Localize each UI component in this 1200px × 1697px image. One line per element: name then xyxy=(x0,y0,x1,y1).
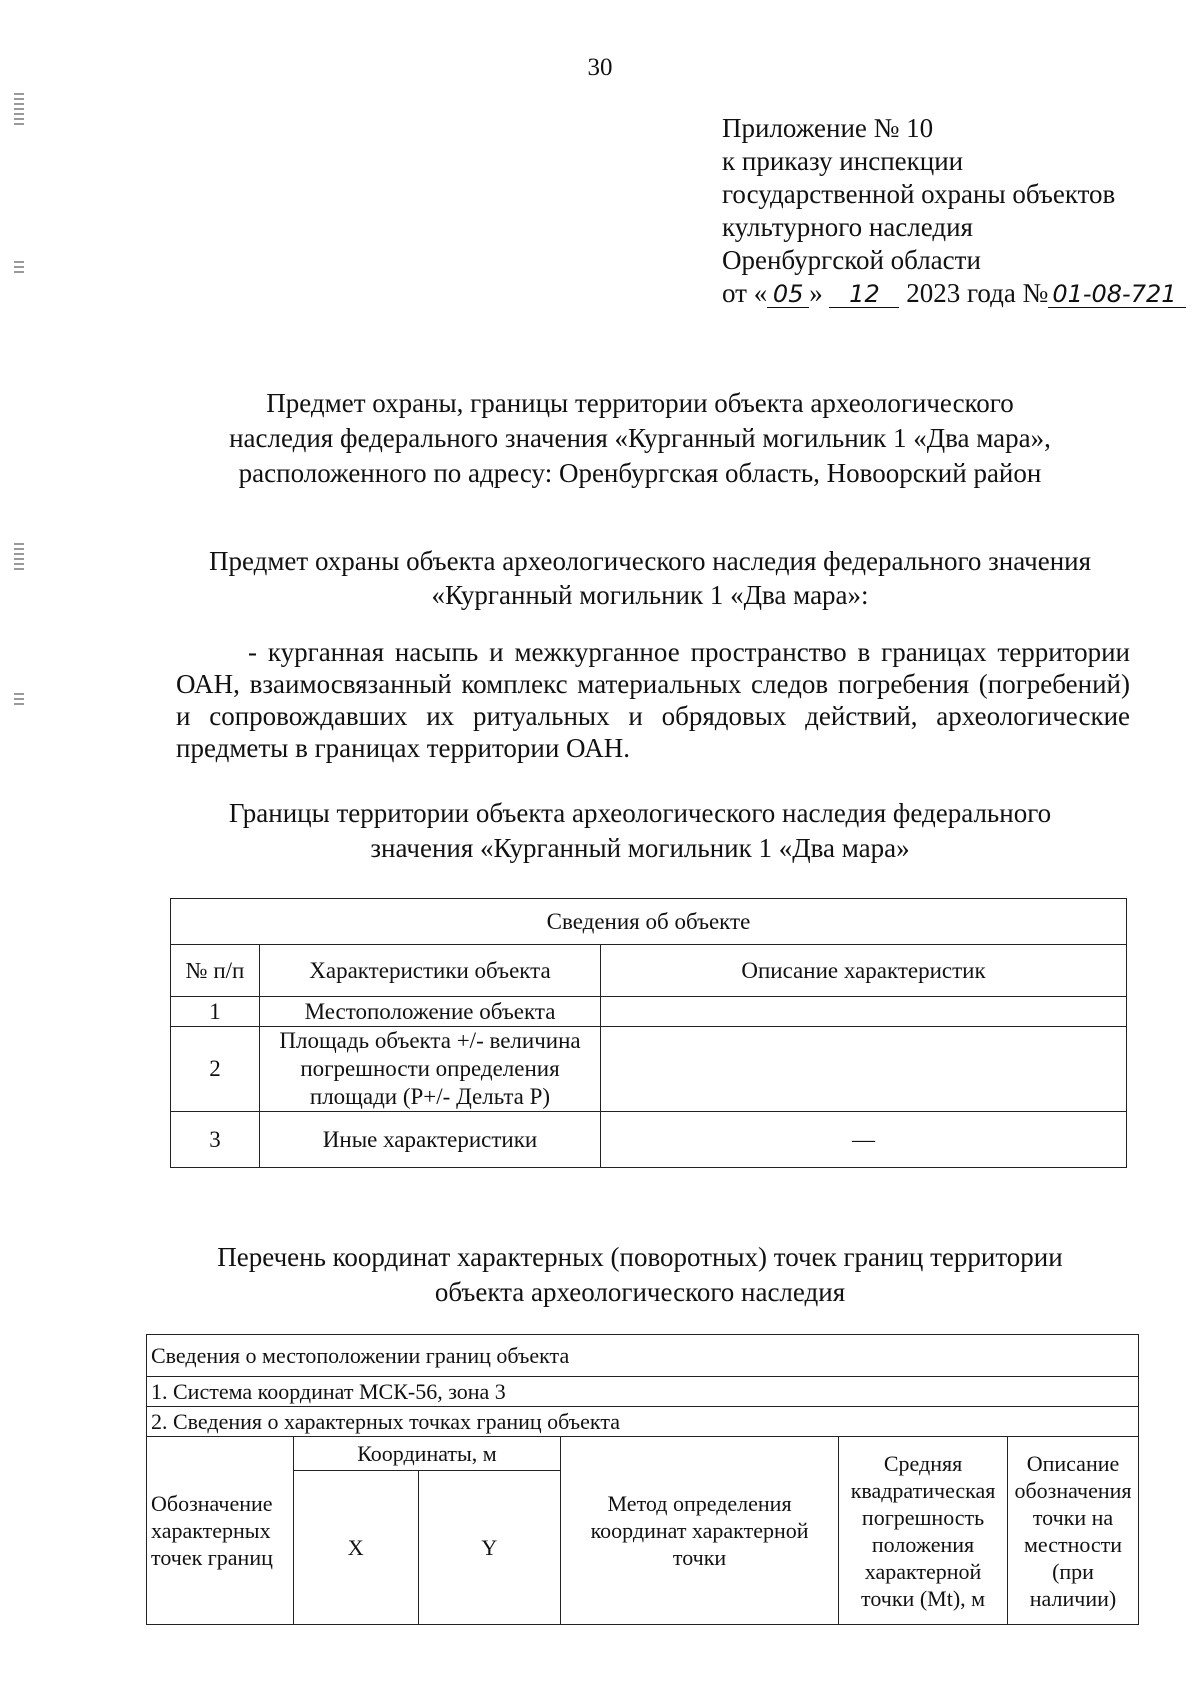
scan-artifact xyxy=(14,540,24,573)
heading-line: Границы территории объекта археологического наследия федерального xyxy=(228,798,1052,828)
header-coordinates: Координаты, м xyxy=(293,1437,560,1471)
header-x: X xyxy=(293,1471,418,1625)
title-line: расположенного по адресу: Оренбургская область, Новоорский район xyxy=(238,458,1042,488)
header-method: Метод определения координат характерной точки xyxy=(561,1437,839,1625)
appendix-reference xyxy=(722,112,1192,310)
page-number: 30 xyxy=(587,54,613,81)
cell-description xyxy=(601,1027,1127,1112)
cell-num: 3 xyxy=(171,1112,260,1168)
table-row xyxy=(147,1407,1139,1437)
heading-line: Предмет охраны объекта археологического наследия федерального значения xyxy=(208,546,1092,576)
coordinate-system-row: 1. Система координат МСК-56, зона 3 xyxy=(147,1377,1139,1407)
header-description: Описание характеристик xyxy=(601,945,1127,997)
scan-artifact xyxy=(14,90,24,128)
cell-description: — xyxy=(601,1112,1127,1168)
appendix-line: культурного наследия xyxy=(722,212,973,242)
points-info-row: 2. Сведения о характерных точках границ объекта xyxy=(147,1407,1139,1437)
appendix-line: государственной охраны объектов xyxy=(722,179,1116,209)
cell-description xyxy=(601,997,1127,1027)
header-accuracy: Средняя квадратическая погрешность положения характерной точки (Mt), м xyxy=(839,1437,1008,1625)
date-mid: » xyxy=(809,278,823,308)
table-row xyxy=(171,1112,1127,1168)
header-point-description: Описание обозначения точки на местности (при наличии) xyxy=(1008,1437,1139,1625)
table-caption: Сведения об объекте xyxy=(171,899,1127,945)
table-header-row xyxy=(171,945,1127,997)
title-line: наследия федерального значения «Курганный могильник 1 «Два мара», xyxy=(229,423,1051,453)
title-line: Предмет охраны, границы территории объекта археологического xyxy=(266,388,1014,418)
cell-characteristic: Местоположение объекта xyxy=(260,997,601,1027)
header-y: Y xyxy=(418,1471,561,1625)
appendix-line: Оренбургской области xyxy=(722,245,981,275)
scan-artifact xyxy=(14,258,24,276)
boundaries-heading xyxy=(180,796,1100,866)
cell-characteristic: Площадь объекта +/- величина погрешности определения площади (P+/- Дельта P) xyxy=(260,1027,601,1112)
appendix-line: к приказу инспекции xyxy=(722,146,964,176)
object-info-table xyxy=(170,898,1127,1168)
date-year-text: 2023 года № xyxy=(906,278,1049,308)
handwritten-month: 12 xyxy=(829,281,899,308)
table-header-row xyxy=(147,1437,1139,1471)
table-row xyxy=(147,1377,1139,1407)
location-row: Сведения о местоположении границ объекта xyxy=(147,1335,1139,1377)
table-row xyxy=(171,1027,1127,1112)
handwritten-day: 05 xyxy=(767,281,809,308)
heading-line: объекта археологического наследия xyxy=(434,1277,846,1307)
scan-artifact xyxy=(14,690,24,708)
protection-subject-text: - курганная насыпь и межкурганное пространство в границах территории ОАН, взаимосвязанный комплекс материальных следов погребения (погребений) и сопровождавших их ритуальных и обрядовых действий, археологические предметы в границах территории ОАН. xyxy=(176,637,1130,763)
heading-line: «Курганный могильник 1 «Два мара»: xyxy=(431,580,869,610)
header-characteristic: Характеристики объекта xyxy=(260,945,601,997)
header-num: № п/п xyxy=(171,945,260,997)
date-prefix: от « xyxy=(722,278,768,308)
cell-characteristic: Иные характеристики xyxy=(260,1112,601,1168)
handwritten-order-number: 01-08-721 xyxy=(1048,281,1186,308)
table-caption-row xyxy=(171,899,1127,945)
table-row xyxy=(171,997,1127,1027)
table-row xyxy=(147,1335,1139,1377)
header-designation: Обозначение характерных точек границ xyxy=(147,1437,294,1625)
order-date-line xyxy=(722,277,1192,310)
cell-num: 1 xyxy=(171,997,260,1027)
heading-line: значения «Курганный могильник 1 «Два мара» xyxy=(370,833,910,863)
coordinates-heading xyxy=(150,1240,1130,1310)
heading-line: Перечень координат характерных (поворотных) точек границ территории xyxy=(217,1242,1063,1272)
protection-subject-heading xyxy=(170,544,1130,612)
main-title xyxy=(180,386,1100,491)
appendix-line: Приложение № 10 xyxy=(722,113,934,143)
cell-num: 2 xyxy=(171,1027,260,1112)
coordinates-table xyxy=(146,1334,1139,1625)
